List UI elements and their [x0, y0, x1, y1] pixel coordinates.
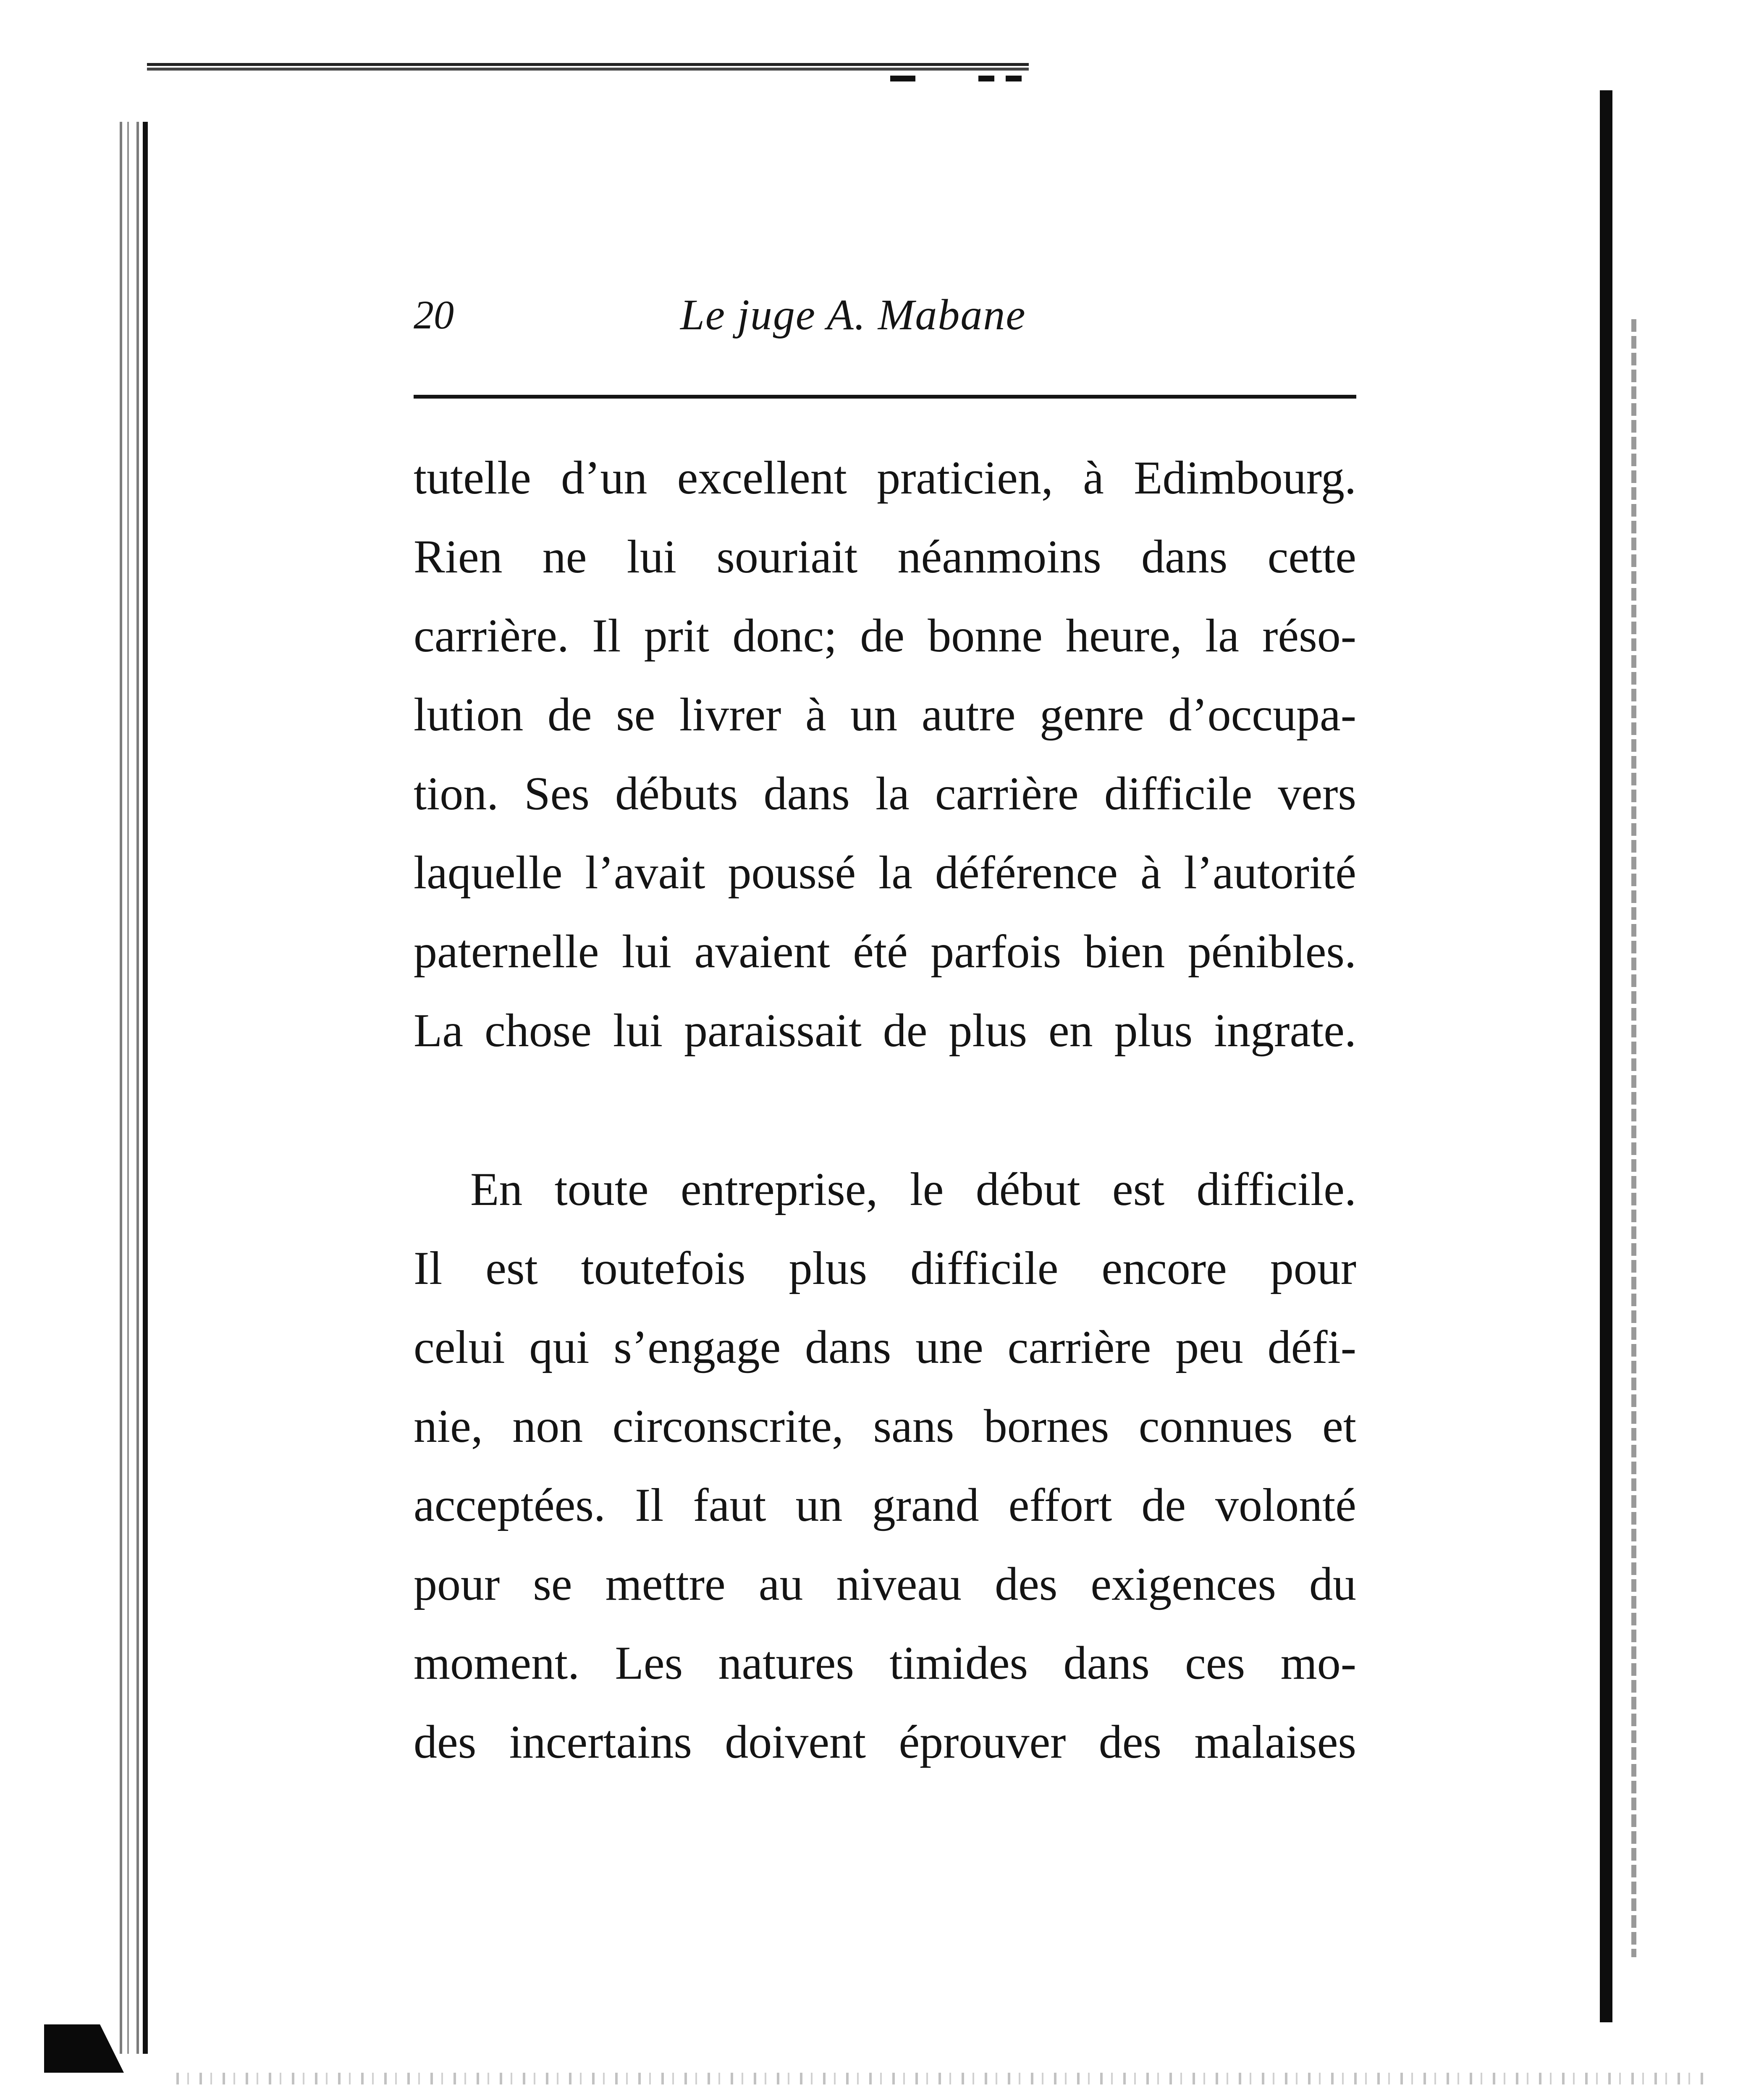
page-number: 20: [414, 292, 454, 337]
book-page: [414, 290, 1356, 1782]
text-line: laquelle l’avait poussé la déférence à l’autorité: [414, 847, 1356, 899]
text-line: moment. Les natures timides dans ces mo-: [414, 1637, 1356, 1689]
text-line: carrière. Il prit donc; de bonne heure, la réso-: [414, 610, 1356, 662]
running-head: [414, 290, 1356, 340]
text-line: celui qui s’engage dans une carrière peu défi-: [414, 1321, 1356, 1373]
text-line: pour se mettre au niveau des exigences du: [414, 1558, 1356, 1610]
text-line: lution de se livrer à un autre genre d’occupa-: [414, 689, 1356, 741]
scan-bottom-noise: [176, 2073, 1705, 2084]
scan-top-mark: [978, 76, 994, 81]
scan-left-border: [143, 122, 148, 2054]
running-title: Le juge A. Mabane: [680, 291, 1026, 339]
text-line: nie, non circonscrite, sans bornes connues et: [414, 1400, 1356, 1452]
text-line: Il est toutefois plus difficile encore pour: [414, 1242, 1356, 1294]
scan-right-border: [1600, 90, 1612, 2022]
text-line: acceptées. Il faut un grand effort de volonté: [414, 1479, 1356, 1531]
paragraph-2: [414, 1150, 1356, 1782]
text-line: En toute entreprise, le début est difficile.: [470, 1163, 1356, 1215]
text-line: tutelle d’un excellent praticien, à Edimbourg.: [414, 452, 1356, 504]
header-rule: [414, 395, 1356, 399]
scan-top-mark: [890, 76, 915, 81]
paragraph-1: [414, 438, 1356, 1070]
text-line: La chose lui paraissait de plus en plus ingrate.: [414, 1005, 1356, 1057]
text-line: Rien ne lui souriait néanmoins dans cette: [414, 531, 1356, 583]
scan-top-mark: [1006, 76, 1022, 81]
text-line: tion. Ses débuts dans la carrière difficile vers: [414, 768, 1356, 820]
scan-top-border: [147, 63, 1029, 71]
scan-left-binding: [120, 122, 153, 2054]
scan-right-noise: [1631, 319, 1636, 1957]
text-line: paternelle lui avaient été parfois bien pénibles.: [414, 926, 1356, 978]
text-line: des incertains doivent éprouver des malaises: [414, 1716, 1356, 1768]
scan-corner-mark: [44, 2024, 124, 2073]
